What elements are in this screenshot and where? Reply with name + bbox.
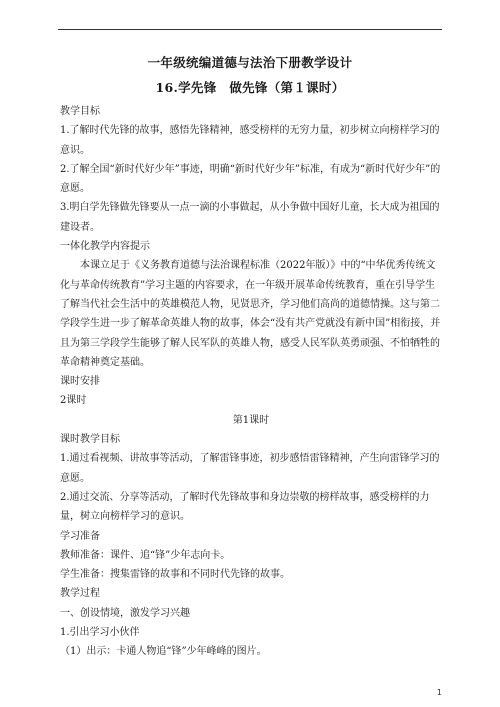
lesson-one-heading: 第1课时 — [232, 414, 270, 426]
heading-preparation: 学习准备 — [60, 530, 100, 542]
goal-item-3: 3.明白学先锋做先锋要从一点一滴的小事做起，从小争做中国好儿童，长大成为祖国的建设者。 — [60, 202, 440, 233]
heading-lesson-goals: 课时教学目标 — [60, 434, 120, 446]
heading-teaching-goals: 教学目标 — [60, 106, 100, 117]
document-body — [60, 102, 442, 662]
process-substep-1-1: （1）出示：卡通人物追“锋”少年峰峰的图片。 — [60, 646, 267, 658]
lesson-goal-item-1: 1.通过看视频、讲故事等活动，了解雷锋事迹，初步感悟雷锋精神，产生向雷锋学习的意愿。 — [60, 453, 440, 484]
document-title: 一年级统编道德与法治下册教学设计 — [147, 55, 353, 70]
header-rule — [58, 29, 442, 30]
heading-content-hints: 一体化教学内容提示 — [60, 241, 150, 253]
process-substep-1: 1.引出学习小伙伴 — [60, 627, 140, 639]
lesson-goal-item-2: 2.通过交流、分享等活动，了解时代先锋故事和身边崇敬的榜样故事，感受榜样的力量，树立向榜样学习的意识。 — [60, 491, 430, 523]
content-hints-paragraph: 本课立足于《义务教育道德与法治课程标准（2022年版）》中的“中华优秀传统文化与革命传统教育”学习主题的内容要求，在一年级开展革命传统教育，重在引导学生了解当代社会生活中的英雄模范人物，见贤思齐，学习他们高尚的道德情操。这与第二学段学生进一步了解革命英雄人物的故事，体会“没有共产党就没有新中国”相衔接，并且为第三学段学生能够了解人民军队的英雄人物，感受人民军队英勇顽强、不怕牺牲的革命精神奠定基础。 — [60, 260, 441, 368]
heading-lesson-arrangement: 课时安排 — [60, 376, 100, 388]
goal-item-1: 1.了解时代先锋的故事，感悟先锋精神，感受榜样的无穷力量，初步树立向榜样学习的意识。 — [60, 125, 440, 156]
goal-item-2: 2.了解全国“新时代好少年”事迹，明确“新时代好少年”标准，有成为“新时代好少年”的意愿。 — [60, 163, 441, 195]
teacher-preparation: 教师准备：课件、追“锋”少年志向卡。 — [60, 549, 231, 561]
lesson-subtitle: 16.学先锋 做先锋（第１课时） — [155, 80, 345, 95]
lesson-count: 2课时 — [60, 395, 87, 407]
heading-teaching-process: 教学过程 — [60, 588, 100, 600]
process-step-1: 一、创设情境，激发学习兴趣 — [60, 607, 190, 619]
student-preparation: 学生准备：搜集雷锋的故事和不同时代先锋的故事。 — [60, 569, 290, 581]
page-number: 1 — [436, 688, 442, 697]
